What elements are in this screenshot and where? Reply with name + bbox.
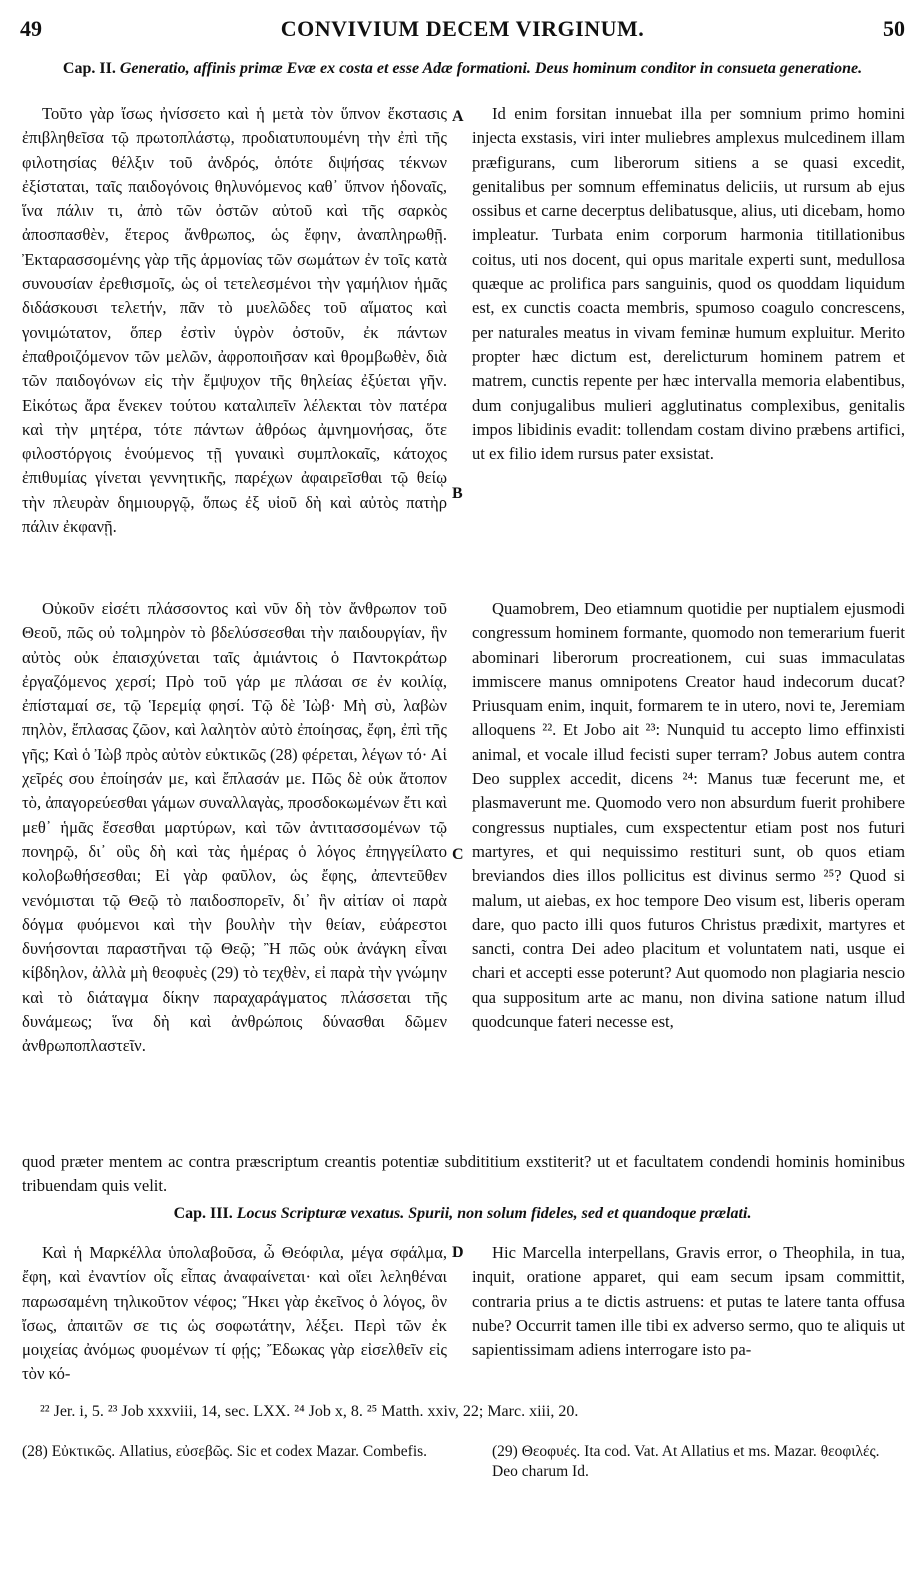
latin-column-2 — [472, 597, 905, 1150]
footnote-29: (29) Θεοφυές. Ita cod. Vat. At Allatius et ms. Mazar. θεοφιλές. Deo charum Id. — [492, 1443, 880, 1480]
chapter-2-title: Generatio, affinis primæ Evæ ex costa et esse Adæ formationi. Deus hominum conditor in consueta generatione. — [119, 60, 863, 77]
greek-column-3 — [22, 1241, 447, 1391]
greek-paragraph-1: Τοῦτο γὰρ ἴσως ἠνίσσετο καὶ ἡ μετὰ τὸν ὕπνον ἔκστασις ἐπιβληθεῖσα τῷ πρωτοπλάστῳ, προδιατυπουμένη τὴν ἐπὶ τῆς φιλοτησίας θέλξιν τοῦ ἀνδρός, ὁπότε διψήσας τέκνων ἐξίσταται, ταῖς παιδογόνοις θηλυνόμενος καθ᾽ ὕπνον ἡδοναῖς, ἵνα πάλιν τι, ἀπὸ τῶν ὀστῶν αὐτοῦ καὶ τῆς σαρκὸς ἀποσπασθὲν, ἕτερος ἄνθρωπος, ὡς ἔφην, ἀναπληρωθῇ. Ἐκταρασσομένης γὰρ τῆς ἁρμονίας τῶν σωμάτων ἐν τοῖς κατὰ συνουσίαν ἐρεθισμοῖς, ὡς οἱ τετελεσμένοι τὴν γαμήλιον ἡμᾶς διδάσκουσι τελετήν, πᾶν τὸ μυελῶδες τοῦ αἵματος καὶ γονιμώτατον, ὅπερ ἐστὶν ὑγρὸν ὀστοῦν, ἐκ πάντων ἐπαθροιζόμενον τῶν μελῶν, ἀφροποιῆσαν καὶ θρομβωθὲν, διὰ τῶν παιδογόνων εἰς τὴν ἔμψυχον τῆς θηλείας ἐξύεται γῆν. Εἰκότως ἄρα ἕνεκεν τούτου καταλιπεῖν λέλεκται τὸν πατέρα καὶ τὴν μητέρα, τότε πάντων ἀθρόως ἀμνημονήσας, ὅτε φιλοστόργοις ἑνούμενος τῇ γυναικὶ συμπλοκαῖς, κάτοχος ἐπιθυμίας γίνεται γεννητικῆς, παρέχων ἀφαιρεῖσθαι τῷ θείῳ τὴν πλευρὰν δημιουργῷ, ὅπως ἐξ υἱοῦ δὴ καὶ αὐτὸς πατὴρ πάλιν ἐκφανῇ. — [22, 104, 447, 537]
chapter-2-label: Cap. II. — [62, 60, 116, 77]
page-number-right: 50 — [883, 16, 905, 41]
chapter-3-title: Locus Scripturæ vexatus. Spurii, non solum fideles, sed et quandoque prælati. — [236, 1205, 752, 1222]
chapter-3-heading — [20, 1205, 905, 1223]
latin-paragraph-2: Quamobrem, Deo etiamnum quotidie per nuptialem ejusmodi congressum hominem formante, quomodo non temerarium fuerit abominari liberorum procreationem, cui suas immaculatas immiscere manus omnipotens Creator haud indecorum ducat? Priusquam enim, inquit, formarem te in utero, novi te, Jeremiam alloquens ²². Et Jobo ait ²³: Nunquid tu accepto limo effinxisti animal, et vocale illud fecisti super terram? Jobus autem contra Deo supplex accedit, dicens ²⁴: Manus tuæ fecerunt me, et plasmaverunt me. Quomodo vero non absurdum fuerit prohibere congressus nuptiales, cum exspectentur etiam post nos futuri martyres, et qui nequissimo restituri sunt, ob quos etiam breviandos dies illos pollicitus est divinus sermo ²⁵? Quod si malum, ut aiebas, ex hoc tempore Deo visum est, liberis operam dare, quo pacto illi quos futuros Christus prædixit, martyres et sancti, contra Dei adeo placitum et voluntatem nati, usque ei chari et accepti esse poterunt? Aut quomodo non plagiaria nescio qua suppositum arte ac manu, non divina satione natum illud quodcunque fateri necesse est, — [472, 599, 905, 1032]
margin-letter-d: D — [452, 1244, 464, 1261]
running-header — [20, 16, 905, 42]
page-number-left: 49 — [20, 16, 42, 41]
chapter-3-label: Cap. III. — [173, 1205, 233, 1222]
latin-continuation-text: quod præter mentem ac contra præscriptum creantis potentiæ subdititium exstiterit? ut et facultatem condendi hominis hominibus tribuendam quis velit. — [22, 1152, 905, 1196]
greek-column-1 — [22, 102, 447, 587]
latin-column-1 — [472, 102, 905, 587]
margin-letter-a: A — [452, 108, 464, 125]
latin-column-3 — [472, 1241, 905, 1391]
greek-paragraph-2: Οὐκοῦν εἰσέτι πλάσσοντος καὶ νῦν δὴ τὸν ἄνθρωπον τοῦ Θεοῦ, πῶς οὐ τολμηρὸν τὸ βδελύσσεσθαι τὴν παιδουργίαν, ἣν αὐτὸς οὐκ ἐπαισχύνεται ταῖς ἀμιάντοις ὁ Παντοκράτωρ ἐργαζόμενος χερσί; Πρὸ τοῦ γάρ με πλάσαι σε ἐν κοιλίᾳ, ἐπίσταμαί σε, τῷ Ἱερεμίᾳ φησί. Τῷ δὲ Ἰὼβ· Μὴ σὺ, λαβὼν πηλὸν, ἔπλασας ζῶον, καὶ λαλητὸν αὐτὸ ἐποίησας, ἔφη, ἐπὶ τῆς γῆς; Καὶ ὁ Ἰὼβ πρὸς αὐτὸν εὐκτικῶς (28) φέρεται, λέγων τό· Αἱ χεῖρές σου ἐποίησάν με, καὶ ἔπλασάν με. Πῶς δὲ οὐκ ἄτοπον τὸ, ἀπαγορεύεσθαι γάμων συναλλαγὰς, προσδοκωμένων ἔτι καὶ μεθ᾽ ἡμᾶς ἔσεσθαι μαρτύρων, καὶ τῶν ἀντιτασσομένων τῷ πονηρῷ, δι᾽ οὓς δὴ καὶ τὰς ἡμέρας ὁ λόγος ἐπηγγείλατο κολοβωθήσεσθαι; Εἰ γὰρ φαῦλον, ὡς ἔφης, ἀπεντεῦθεν νενόμισται τῷ Θεῷ τὸ παιδοσπορεῖν, δι᾽ ἣν αἰτίαν οἱ παρὰ δόγμα φυόμενοι καὶ τὴν βουλὴν τὴν θείαν, εὐάρεστοι δυνήσονται παραστῆναι τῷ Θεῷ; Ἢ πῶς οὐκ ἀνάγκη εἶναι κίβδηλον, ἀλλὰ μὴ θεοφυὲς (29) τὸ τεχθὲν, εἰ παρὰ τὴν γνώμην καὶ τὸ διάταγμα δίκην παραχαράγματος πλάσσεται τῆς δυνάμεως; ἵνα δὴ καὶ ἀνθρώποις δύνασθαι δῶμεν ἀνθρωποπλαστεῖν. — [22, 599, 447, 1056]
page-title: CONVIVIUM DECEM VIRGINUM. — [280, 16, 645, 41]
latin-continuation — [22, 1150, 905, 1200]
latin-paragraph-1: Id enim forsitan innuebat illa per somnium primo homini injecta exstasis, viri inter muliebres amplexus mulcedinem illam præfigurans, cum liberorum sitiens a se quasi excedit, genitalibus per somnum effeminatus deliciis, ut rursum ab ejus ossibus et carne decerptus delibatusque, alius, uti dicebam, homo impleatur. Turbata enim corporum harmonia titillationibus coitus, uti nos docent, qui opus maritale experti sunt, medullosa quæque ac prolifica pars sanguinis, quod os quoddam liquidum est, ex cunctis coacta membris, spumoso coagulo concrescens, per naturales meatus in vivam feminæ humum expluitur. Merito propter hæc dictum est, derelicturum hominem patrem et matrem, cunctis repente per hæc intervalla memoria elabentibus, dum conjugalibus mulieri agglutinatus complexibus, genitalis impos libidinis evadit: tollendam costam divino præbens artifici, ut ex filio idem rursus pater exsistat. — [472, 104, 905, 464]
scripture-references: ²² Jer. i, 5. ²³ Job xxxviii, 14, sec. LXX. ²⁴ Job x, 8. ²⁵ Matth. xxiv, 22; Marc. xiii, 20. — [40, 1403, 579, 1420]
margin-letter-c: C — [452, 846, 464, 863]
greek-column-2 — [22, 597, 447, 1150]
greek-paragraph-3: Καὶ ἡ Μαρκέλλα ὑπολαβοῦσα, ὦ Θεόφιλα, μέγα σφάλμα, ἔφη, καὶ ἐναντίον οἷς εἶπας ἀναφαίνεται· καὶ οἴει λεληθέναι παρωσαμένη τηλικοῦτον νέφος; Ἥκει γὰρ ἐκεῖνος ὁ λόγος, ὃν ἴσως, ἀπαιτῶν σε τις ὡς σοφωτάτην, λέξει. Περὶ τῶν ἐκ μοιχείας ἀνόμως φυομένων τί φῄς; Ἔδωκας γὰρ εἰσελθεῖν εἰς τὸν κό- — [22, 1243, 447, 1384]
chapter-2-heading — [20, 60, 905, 78]
margin-letter-b: B — [452, 485, 463, 502]
footnote-28: (28) Εὐκτικῶς. Allatius, εὐσεβῶς. Sic et codex Mazar. Combefis. — [22, 1443, 428, 1460]
latin-paragraph-3: Hic Marcella interpellans, Gravis error, o Theophila, in tua, inquit, oratione apparet, qui eam secum ipsam committit, contraria prius a te dictis astruens: et putas te latere tanta offusa nube? Occurrit tamen ille tibi ex adverso sermo, quo te aliquis ut sapientissimam adiens interrogare isto pa- — [472, 1243, 905, 1360]
